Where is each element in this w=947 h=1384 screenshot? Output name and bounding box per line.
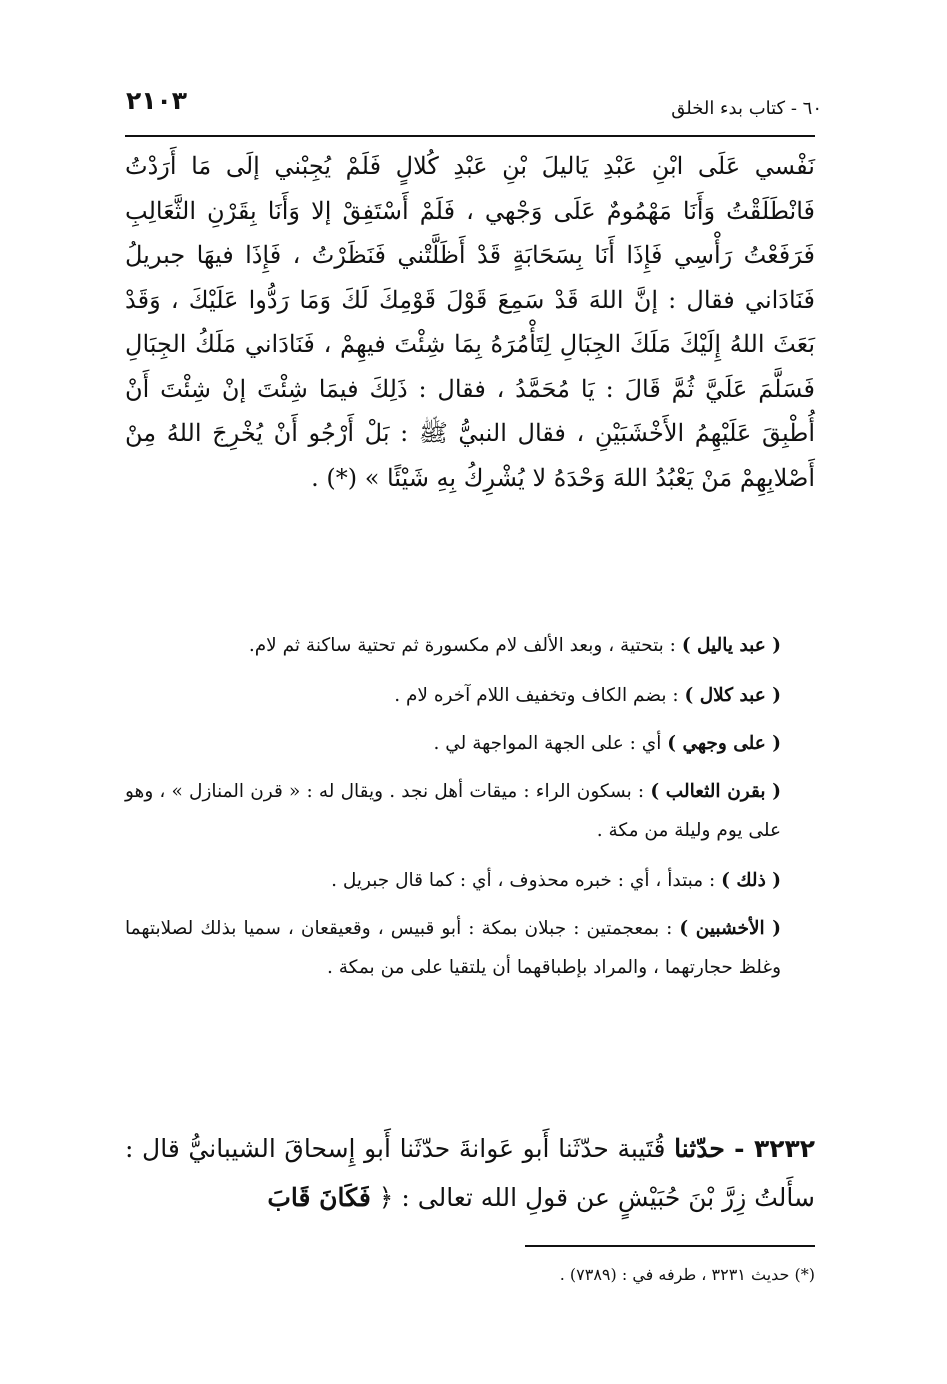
header-rule — [125, 135, 815, 137]
note-akhshabayn — [125, 909, 815, 987]
note-term: ( على وجهي ) — [667, 733, 781, 754]
note-text: أي : على الجهة المواجهة لي . — [433, 733, 668, 754]
page-number: ٢١٠٣ — [126, 86, 188, 115]
running-head: ٦٠ - كتاب بدء الخلق — [671, 98, 822, 119]
note-dhalika — [125, 861, 815, 900]
note-text: : بمعجمتين : جبلان بمكة : أبو قبيس ، وقعيقعان ، سميا بذلك لصلابتهما وغلظ حجارتهما ، والمراد بإطباقهما أن يلتقيا على من بمكة . — [125, 918, 781, 978]
hadith-heading: - حدّثنا — [674, 1134, 754, 1163]
note-text: : بضم الكاف وتخفيف اللام آخره لام . — [394, 685, 685, 706]
next-hadith — [125, 1124, 815, 1222]
note-ala-wajhi — [125, 724, 815, 763]
note-abd-yalil — [125, 626, 815, 665]
note-text: : بتحتية ، وبعد الألف لام مكسورة ثم تحتية ساكنة ثم لام. — [248, 635, 682, 656]
hadith-number: ٣٢٣٢ — [753, 1134, 815, 1163]
footnote-rule — [525, 1245, 815, 1247]
note-term: ( ذلك ) — [721, 870, 781, 891]
commentary-notes — [125, 626, 815, 998]
note-abd-kulal — [125, 676, 815, 715]
note-qarn-althaalib — [125, 772, 815, 850]
note-term: ( الأخشبين ) — [679, 918, 781, 939]
quran-quote: فَكَانَ قَابَ — [267, 1183, 371, 1212]
note-term: ( عبد ياليل ) — [681, 635, 781, 656]
footnote: (*) حديث ٣٢٣١ ، طرفه في : (٧٣٨٩) . — [559, 1265, 815, 1284]
hadith-text: نَفْسي عَلَى ابْنِ عَبْدِ يَاليلَ بْنِ عَبْدِ كُلالٍ فَلَمْ يُجِبْني إلَى مَا أَرَدْتُ فَانْطَلَقْتُ وَأَنَا مَهْمُومٌ عَلَى وَجْهي ، فَلَمْ أَسْتَفِقْ إلا وَأَنَا بِقَرْنِ الثَّعَالِبِ فَرَفَعْتُ رَأْسِي فَإِذَا أَنَا بِسَحَابَةٍ قَدْ أَظَلَّتْني فَنَظَرْتُ ، فَإِذَا فيهَا جبريلُ فَنَادَاني فقال : إنَّ اللهَ قَدْ سَمِعَ قَوْلَ قَوْمِكَ لَكَ وَمَا رَدُّوا عَلَيْكَ ، وَقَدْ بَعَثَ اللهُ إِلَيْكَ مَلَكَ الجِبَالِ لِتَأْمُرَهُ بِمَا شِئْتَ فيهِمْ ، فَنَادَاني مَلَكُ الجِبَالِ فَسَلَّمَ عَلَيَّ ثُمَّ قَالَ : يَا مُحَمَّدُ ، فقال : ذَلِكَ فيمَا شِئْتَ إنْ شِئْتَ أَنْ أُطْبِقَ عَلَيْهِمُ الأَخْشَبَيْنِ ، فقال النبيُّ ﷺ : بَلْ أَرْجُو أَنْ يُخْرِجَ اللهُ مِنْ أَصْلابِهِمْ مَنْ يَعْبُدُ اللهَ وَحْدَهُ لا يُشْرِكُ بِهِ شَيْئًا » (*) . — [125, 152, 815, 492]
note-text: : مبتدأ ، أي : خبره محذوف ، أي : كما قال جبريل . — [331, 870, 722, 891]
note-text: : بسكون الراء : ميقات أهل نجد . ويقال له : « قرن المنازل » ، وهو على يوم وليلة من مكة . — [125, 781, 781, 841]
note-term: ( بقرن الثعالب ) — [650, 781, 781, 802]
note-term: ( عبد كلال ) — [684, 685, 781, 706]
hadith-isnad: قُتَيبة حدّثَنا أَبو عَوانةَ حدّثَنا أَبو إِسحاقَ الشيبانيُّ قال : سأَلتُ زِرَّ بْنَ حُبَيْشٍ عن قولِ الله تعالى : ﴿ — [125, 1134, 815, 1212]
